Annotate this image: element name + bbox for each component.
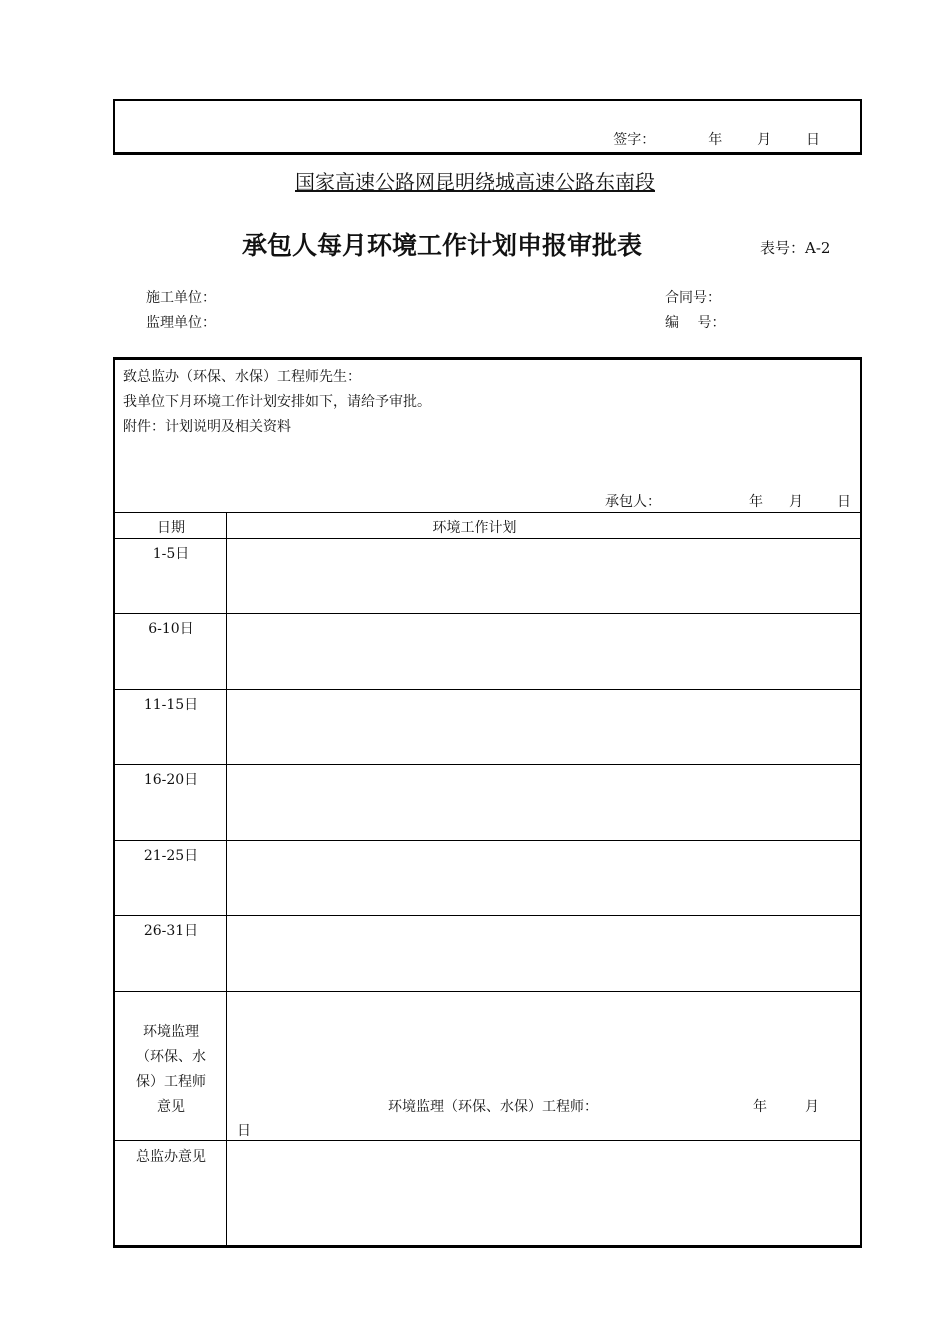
plan-cell-26-31[interactable] [227,916,860,991]
letter-body: 我单位下月环境工作计划安排如下，请给予审批。 [123,394,431,410]
letter-salutation: 致总监办（环保、水保）工程师先生： [123,369,361,385]
project-title: 国家高速公路网昆明绕城高速公路东南段 [295,170,655,194]
main-form-table [113,357,862,1248]
header-date: 日期 [157,520,185,536]
construction-unit-label: 施工单位： [146,290,216,306]
row-date-16-20: 16-20日 [143,772,199,788]
supervision-unit-label: 监理单位： [146,315,216,331]
row-date-11-15: 11-15日 [143,697,199,713]
plan-cell-6-10[interactable] [227,614,860,689]
contractor-day: 日 [837,494,851,510]
plan-cell-21-25[interactable] [227,841,860,915]
signature-day: 日 [806,132,820,148]
row-date-21-25: 21-25日 [143,848,199,864]
signature-label: 签字： [613,132,656,148]
header-plan: 环境工作计划 [432,520,517,536]
supervisor-signer: 环境监理（环保、水保）工程师： [388,1099,598,1115]
signature-year: 年 [708,132,723,148]
chief-opinion-label: 总监办意见 [136,1149,206,1165]
row-date-6-10: 6-10日 [148,621,194,637]
plan-cell-16-20[interactable] [227,765,860,840]
supervisor-label-line: （环保、水 [136,1049,206,1065]
supervisor-label-line: 保）工程师 [136,1074,206,1090]
chief-opinion-cell[interactable] [227,1141,860,1245]
plan-cell-11-15[interactable] [227,690,860,764]
supervisor-year: 年 [753,1099,767,1115]
row-date-1-5: 1-5日 [152,546,190,562]
contractor-month: 月 [789,494,803,510]
contractor-label: 承包人： [605,494,661,510]
supervisor-label-line: 环境监理 [143,1024,199,1040]
supervisor-opinion-label [115,1020,227,1120]
top-signature-line [613,129,820,149]
contract-no-label: 合同号： [665,290,721,306]
supervisor-day: 日 [237,1123,251,1139]
letter-attachment: 附件：计划说明及相关资料 [123,419,291,435]
supervisor-month: 月 [805,1099,819,1115]
form-title: 承包人每月环境工作计划申报审批表 [242,231,643,260]
signature-month: 月 [757,132,772,148]
row-date-26-31: 26-31日 [143,923,199,939]
serial-no-label: 编 号： [665,315,726,331]
form-number: 表号：A-2 [760,239,831,257]
top-signature-box [113,99,862,155]
supervisor-label-line: 意见 [157,1099,185,1115]
contractor-year: 年 [749,494,763,510]
plan-cell-1-5[interactable] [227,539,860,613]
